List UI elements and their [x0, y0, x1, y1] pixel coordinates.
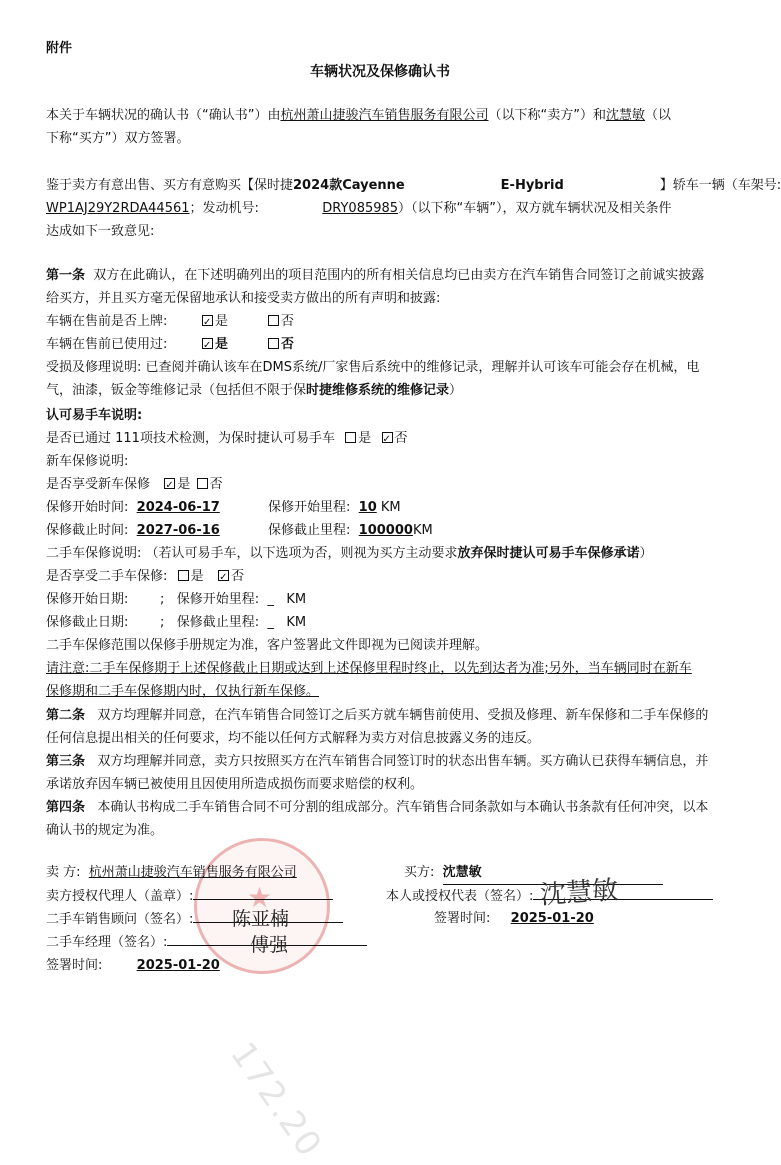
consultant-signature: 陈亚楠 [232, 908, 290, 930]
registered-question: 车辆在售前是否上牌:✓ 是 否 [46, 311, 294, 333]
used-warranty-start-row: 保修开始日期: ; 保修开始里程: _ KM [46, 592, 307, 607]
warranty-end-km: 100000 [358, 523, 413, 538]
watermark: 172.20 [222, 1035, 331, 1165]
article-1-line-2: 给买方，并且买方毫无保留地承认和接受卖方做出的所有声明和披露: [46, 291, 441, 306]
sign-time-right-row: 签署时间: 2025-01-20 [434, 908, 726, 930]
cpo-yes-checkbox[interactable] [345, 432, 356, 443]
cpo-heading: 认可易手车说明: [46, 408, 143, 423]
warranty-start-km: 10 [358, 500, 377, 515]
used-question: 车辆在售前已使用过:✓ 是 否 [46, 334, 294, 356]
warranty-scope-note: 二手车保修范围以保修手册规定为准，客户签署此文件即视为已阅读并理解。 [46, 638, 489, 653]
seller-agent-row: 卖方授权代理人（盖章）: [46, 885, 333, 907]
seller-value: 杭州萧山捷骏汽车销售服务有限公司 [88, 865, 297, 880]
warranty-end-km-row: 保修截止里程: 100000KM [268, 523, 433, 538]
manager-row: 二手车经理（签名）: [46, 931, 367, 953]
article-2-line-1: 第二条 双方均理解并同意，在汽车销售合同签订之后买方就车辆售前使用、受损及修理、新车保修和二手车保修的 [46, 708, 709, 723]
vin: WP1AJ29Y2RDA44561 [46, 201, 190, 216]
used-yes-checkbox[interactable] [202, 338, 213, 349]
registered-no-checkbox[interactable] [268, 315, 279, 326]
used-no-checkbox[interactable] [268, 338, 279, 349]
intro-line-1: 本关于车辆状况的确认书（“确认书”）由杭州萧山捷骏汽车销售服务有限公司（以下称“卖方”）和沈慧敏（以 [46, 108, 672, 123]
consultant-row: 二手车销售顾问（签名）: [46, 908, 343, 930]
article-2-line-2: 任何信息提出相关的任何要求，均不能以任何方式解释为卖方对信息披露义务的违反。 [46, 731, 541, 746]
new-warranty-no-checkbox[interactable] [197, 478, 208, 489]
sign-time-left: 2025-01-20 [136, 958, 220, 973]
warranty-end-date: 2027-06-16 [136, 523, 220, 538]
notice-line-1: 请注意:二手车保修期于上述保修截止日期或达到上述保修里程时终止，以先到达者为准;另外，当车辆同时在新车 [46, 661, 692, 676]
purchase-line-2: WP1AJ29Y2RDA44561；发动机号: DRY085985）（以下称“车辆”），双方就车辆状况及相关条件 [46, 198, 672, 220]
used-warranty-end-row: 保修截止日期: ; 保修截止里程: _ KM [46, 615, 307, 630]
company-seal: ★ [194, 838, 330, 974]
warranty-end-row: 保修截止时间: 2027-06-16 [46, 523, 220, 538]
seller-agent-field[interactable] [193, 885, 333, 900]
article-4-line-1: 第四条 本确认书构成二手车销售合同不可分割的组成部分。汽车销售合同条款如与本确认书条款有任何冲突，以本 [46, 800, 709, 815]
new-warranty-heading: 新车保修说明: [46, 454, 129, 469]
engine-number: DRY085985 [322, 201, 399, 216]
new-warranty-question: 是否享受新车保修 ✓ 是 否 [46, 474, 223, 496]
used-warranty-yes-checkbox[interactable] [178, 570, 189, 581]
used-warranty-question: 是否享受二手车保修: 是 ✓ 否 [46, 566, 244, 588]
buyer-value: 沈慧敏 [443, 862, 663, 885]
buyer-handwritten-signature: 沈慧敏 [539, 875, 620, 911]
warranty-start-km-row: 保修开始里程: 10 KM [268, 500, 401, 515]
notice-line-2: 保修期和二手车保修期内时，仅执行新车保修。 [46, 684, 320, 699]
document-title: 车辆状况及保修确认书 [310, 64, 450, 80]
seller-signature-row: 卖 方: 杭州萧山捷骏汽车销售服务有限公司 [46, 862, 344, 884]
buyer-name: 沈慧敏 [605, 108, 645, 123]
seller-name: 杭州萧山捷骏汽车销售服务有限公司 [280, 108, 489, 123]
sign-time-right: 2025-01-20 [510, 911, 594, 926]
article-4-line-2: 确认书的规定为准。 [46, 823, 164, 838]
article-3-line-1: 第三条 双方均理解并同意，卖方只按照买方在汽车销售合同签订时的状态出售车辆。买方确认已获得车辆信息，并 [46, 754, 709, 769]
sign-time-left-row: 签署时间: 2025-01-20 [46, 955, 302, 977]
warranty-start-date: 2024-06-17 [136, 500, 220, 515]
cpo-no-checkbox[interactable] [382, 432, 393, 443]
warranty-start-row: 保修开始时间: 2024-06-17 [46, 500, 220, 515]
purchase-line-3: 达成如下一致意见: [46, 224, 155, 239]
cpo-check-question: 是否已通过 111项技术检测，为保时捷认可易手车 是 ✓ 否 [46, 428, 408, 450]
used-warranty-no-checkbox[interactable] [218, 570, 229, 581]
intro-line-2: 下称“买方”）双方签署。 [46, 131, 190, 146]
attachment-label: 附件 [46, 41, 73, 56]
new-warranty-yes-checkbox[interactable] [164, 478, 175, 489]
manager-signature: 傅强 [250, 934, 289, 956]
purchase-line-1: 鉴于卖方有意出售、买方有意购买【保时捷2024款Cayenne E-Hybrid 】轿车一辆（车架号: [46, 178, 781, 193]
damage-line-2: 气，油漆，钣金等维修记录（包括但不限于保时捷维修系统的维修记录） [46, 383, 463, 398]
buyer-rep-row: 本人或授权代表（签名）: [386, 885, 713, 908]
damage-line-1: 受损及修理说明: 已查阅并确认该车在DMS系统/厂家售后系统中的维修记录，理解并认可该车可能会存在机械，电 [46, 360, 700, 375]
registered-yes-checkbox[interactable] [202, 315, 213, 326]
used-warranty-note: 二手车保修说明: （若认可易手车，以下选项为否，则视为买方主动要求放弃保时捷认可易手车保修承诺） [46, 546, 653, 561]
article-1-line-1: 第一条 双方在此确认，在下述明确列出的项目范围内的所有相关信息均已由卖方在汽车销售合同签订之前诚实披露 [46, 268, 705, 283]
article-3-line-2: 承诺放弃因车辆已被使用且因使用所造成损伤而要求赔偿的权利。 [46, 777, 424, 792]
buyer-row: 买方: 沈慧敏 [404, 862, 663, 885]
